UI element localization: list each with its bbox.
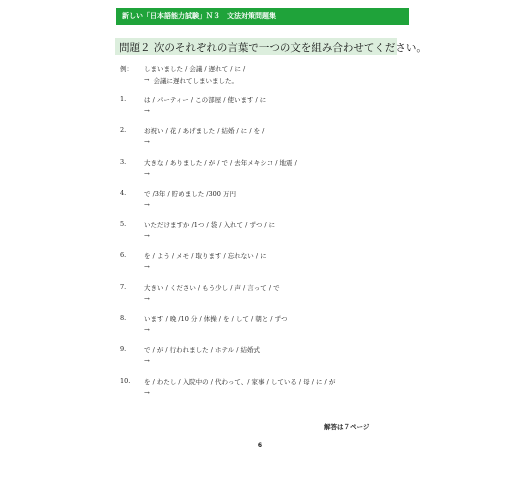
arrow-icon: → (144, 232, 150, 241)
question-title: 問題２ 次のそれぞれの言葉で一つの文を組み合わせてください。 (119, 42, 427, 54)
question-item (120, 123, 400, 154)
item-number: 9. (120, 345, 127, 354)
question-item (120, 248, 400, 279)
question-item (120, 155, 400, 186)
question-list (120, 92, 400, 405)
item-words: は / パーティー / この部屋 / 使います / に (144, 96, 267, 104)
item-number: 2. (120, 126, 127, 135)
example-label: 例： (120, 64, 133, 73)
item-words: を / よう / メモ / 取ります / 忘れない / に (144, 252, 267, 261)
question-item (120, 186, 400, 217)
item-words: お祝い / 花 / あげました / 結婚 / に / を / (144, 127, 265, 136)
arrow-icon: → (144, 169, 150, 178)
arrow-icon: → (144, 326, 150, 335)
answer-page-note: 解答は７ページ (324, 423, 370, 431)
item-words: いただけますか /1つ / 袋 / 入れて / ずつ / に (144, 221, 276, 230)
example (120, 62, 245, 86)
arrow-icon: → (144, 200, 150, 209)
item-number: 1. (120, 95, 127, 103)
header-bar (116, 8, 409, 25)
item-words: 大きい / ください / もう少し / 声 / 言って / で (144, 283, 280, 292)
item-number: 7. (120, 282, 127, 291)
arrow-icon: → (144, 107, 150, 115)
question-item (120, 342, 400, 373)
item-words: を / わたし / 入院中の / 代わって、/ 家事 / している / 母 / に / が (144, 377, 336, 386)
item-words: で / が / 行われました / ホテル / 結婚式 (144, 346, 260, 355)
arrow-icon: → (144, 294, 150, 303)
question-box (115, 38, 427, 55)
question-item (120, 217, 400, 248)
arrow-icon: → (144, 388, 150, 397)
arrow-icon: → (144, 357, 150, 366)
item-words: で /3年 / 貯めました /300 万円 (144, 189, 236, 198)
example-answer: 会議に遅れてしまいました。 (153, 76, 238, 85)
header-title: 新しい「日本語能力試験」Ｎ３ 文法対策問題集 (122, 12, 276, 20)
question-item (120, 374, 400, 405)
example-words: しまいました / 会議 / 遅れて / に / (144, 64, 246, 73)
question-item (120, 92, 400, 123)
arrow-icon: → (144, 138, 150, 147)
item-words: 大きな / ありました / が / で / 去年メキシコ / 地震 / (144, 158, 297, 167)
item-number: 5. (120, 220, 127, 229)
question-item (120, 311, 400, 342)
page-number: 6 (257, 442, 263, 449)
item-number: 8. (120, 314, 127, 323)
item-number: 3. (120, 157, 127, 166)
example-answer-row (120, 74, 245, 86)
example-prompt-row (120, 62, 245, 74)
arrow-icon: → (144, 263, 150, 272)
arrow-icon: → (144, 76, 150, 84)
item-words: います / 晩 /10 分 / 体操 / を / して / 朝と / ずつ (144, 315, 288, 324)
item-number: 4. (120, 188, 127, 197)
item-number: 6. (120, 251, 127, 260)
question-item (120, 280, 400, 311)
item-number: 10. (120, 376, 131, 385)
